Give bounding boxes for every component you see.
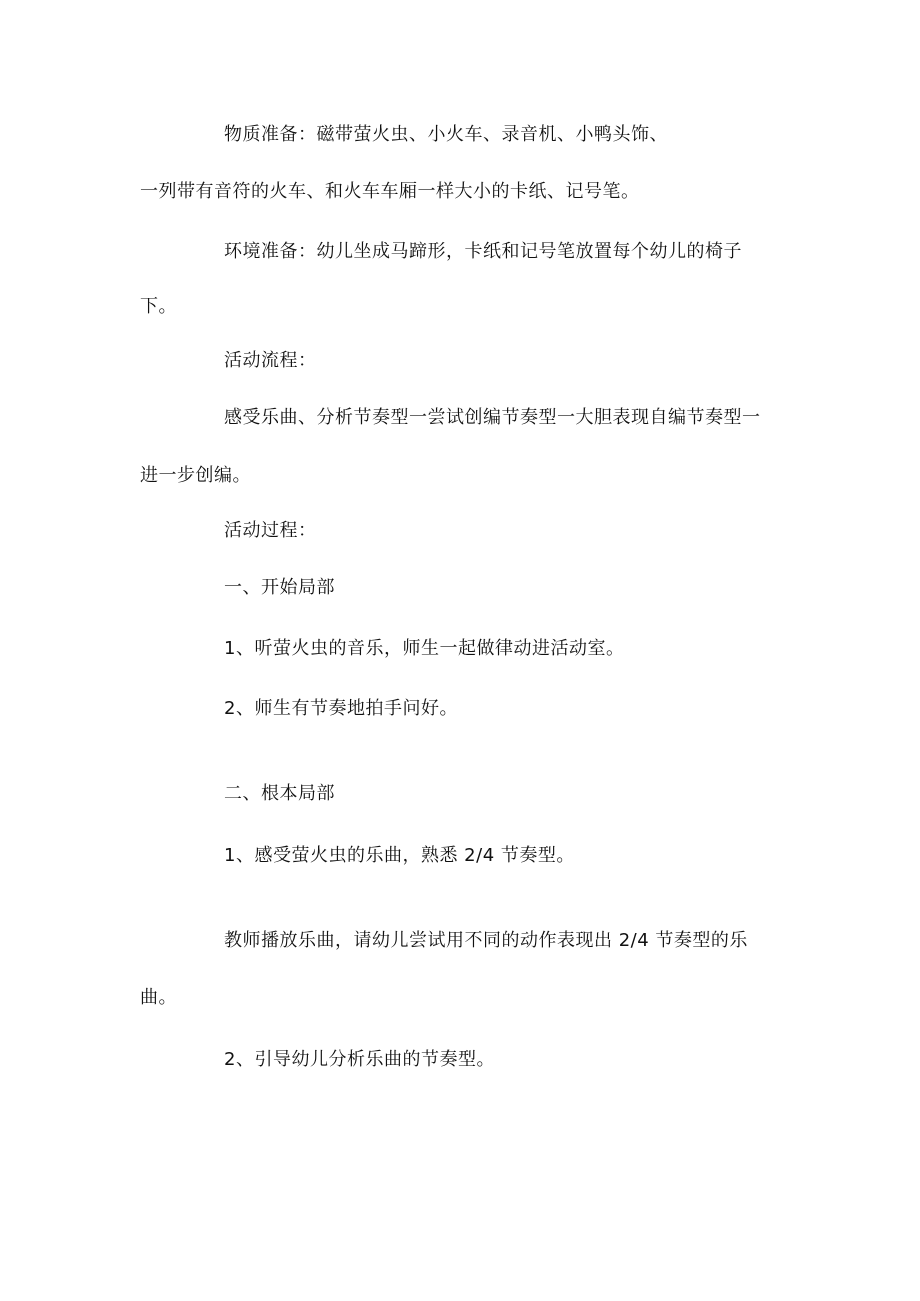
section-heading-main: 二、根本局部 xyxy=(224,783,335,804)
paragraph-materials: 物质准备：磁带萤火虫、小火车、录音机、小鸭头饰、 xyxy=(224,124,668,145)
heading-activity-flow: 活动流程： xyxy=(224,350,317,371)
paragraph-activity-flow-continued: 进一步创编。 xyxy=(140,465,251,486)
list-item-main-2: 2、引导幼儿分析乐曲的节奏型。 xyxy=(224,1049,495,1070)
paragraph-environment: 环境准备：幼儿坐成马蹄形，卡纸和记号笔放置每个幼儿的椅子 xyxy=(224,241,742,262)
list-item-main-1: 1、感受萤火虫的乐曲，熟悉 2/4 节奏型。 xyxy=(224,845,575,866)
paragraph-activity-flow: 感受乐曲、分析节奏型一尝试创编节奏型一大胆表现自编节奏型一 xyxy=(224,407,761,428)
list-item-1: 1、听萤火虫的音乐，师生一起做律动进活动室。 xyxy=(224,638,625,659)
paragraph-materials-continued: 一列带有音符的火车、和火车车厢一样大小的卡纸、记号笔。 xyxy=(140,181,640,202)
section-heading-opening: 一、开始局部 xyxy=(224,577,335,598)
paragraph-teacher: 教师播放乐曲，请幼儿尝试用不同的动作表现出 2/4 节奏型的乐 xyxy=(224,930,748,951)
paragraph-environment-continued: 下。 xyxy=(140,296,177,317)
list-item-2: 2、师生有节奏地拍手问好。 xyxy=(224,698,458,719)
paragraph-teacher-continued: 曲。 xyxy=(140,987,177,1008)
heading-activity-process: 活动过程： xyxy=(224,520,317,541)
